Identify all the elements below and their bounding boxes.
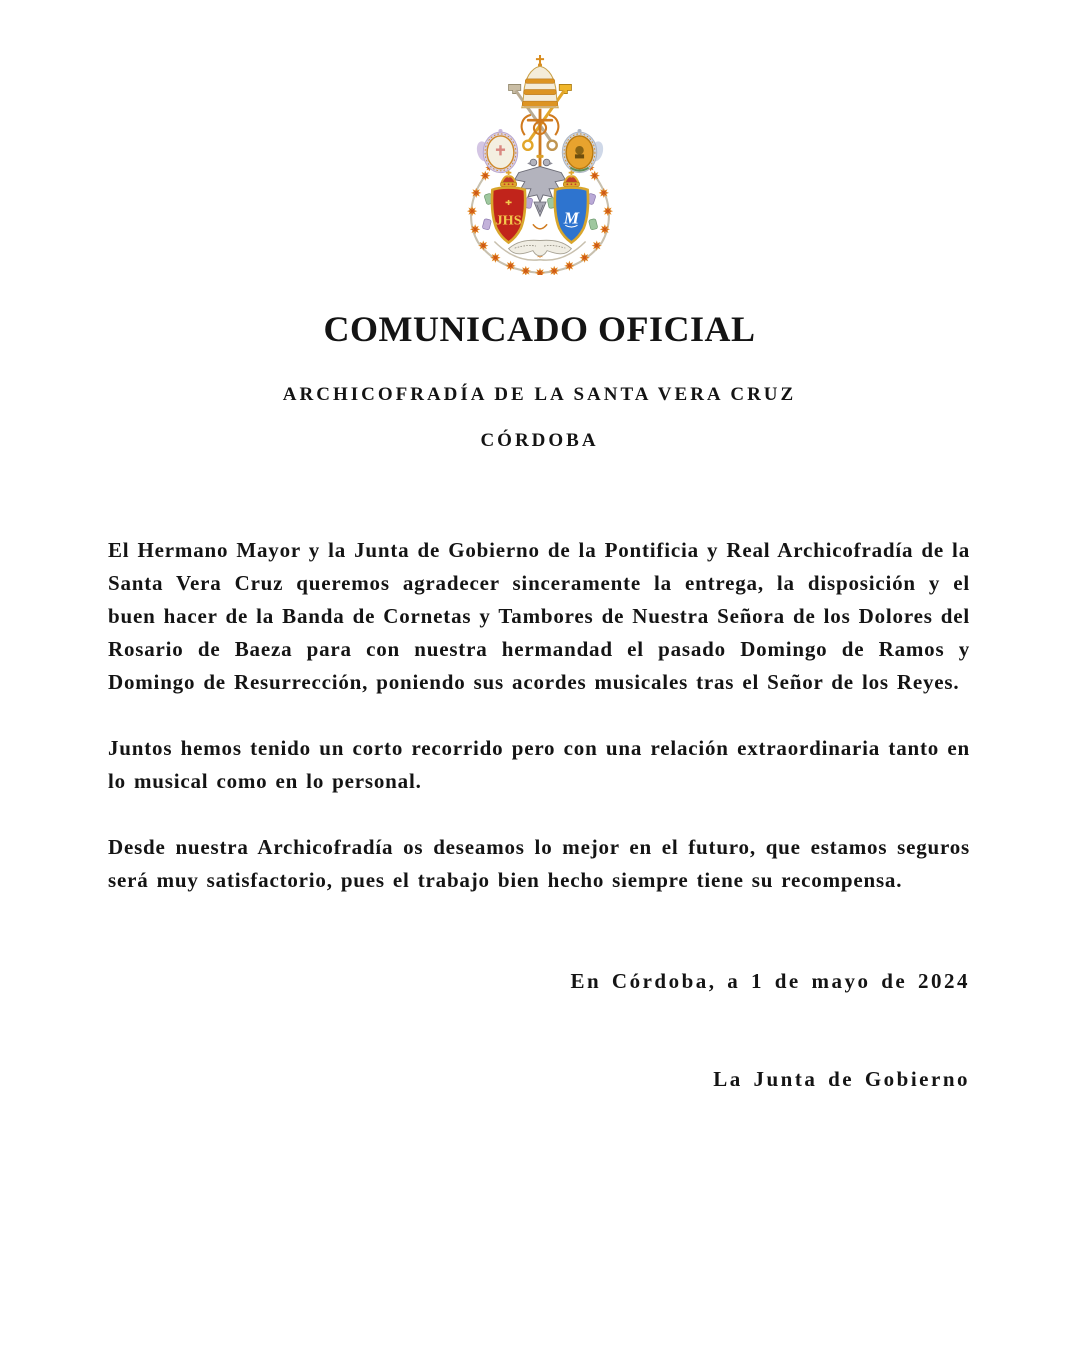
left-medallion-icon bbox=[483, 129, 517, 173]
city-name: CÓRDOBA bbox=[480, 430, 599, 451]
paragraph-farewell: Desde nuestra Archicofradía os deseamos lo mejor en el futuro, que estamos seguros será muy satisfactorio, pues el trabajo bien hecho siempre tiene su recompensa. bbox=[108, 835, 970, 892]
page-title: COMUNICADO OFICIAL bbox=[323, 309, 756, 349]
signature: La Junta de Gobierno bbox=[713, 1067, 970, 1091]
jhs-shield-icon bbox=[492, 188, 525, 243]
right-medallion-icon bbox=[562, 129, 596, 173]
coat-of-arms-emblem bbox=[464, 54, 616, 280]
dateline: En Córdoba, a 1 de mayo de 2024 bbox=[570, 969, 970, 993]
organization-name: ARCHICOFRADÍA DE LA SANTA VERA CRUZ bbox=[282, 384, 797, 405]
vera-cruz-coat-of-arms-icon bbox=[464, 54, 616, 275]
document-body bbox=[108, 534, 970, 897]
marian-shield-icon bbox=[554, 188, 587, 243]
papal-tiara-icon bbox=[521, 55, 557, 108]
marian-monogram: M bbox=[563, 208, 579, 228]
paragraph-gratitude: El Hermano Mayor y la Junta de Gobierno de la Pontificia y Real Archicofradía de la Santa Vera Cruz queremos agradecer sinceramente la entrega, la disposición y el buen hacer de la Banda de Cornetas y Tambores de Nuestra Señora de los Dolores del Rosario de Baeza para con nuestra hermandad el pasado Domingo de Ramos y Domingo de Resurrección, poniendo sus acordes musicales tras el Señor de los Reyes. bbox=[108, 538, 970, 694]
paragraph-relationship: Juntos hemos tenido un corto recorrido pero con una relación extraordinaria tanto en lo musical como en lo personal. bbox=[108, 736, 970, 793]
ribbon-banner-icon bbox=[508, 240, 571, 256]
jhs-monogram: JHS bbox=[495, 212, 522, 229]
